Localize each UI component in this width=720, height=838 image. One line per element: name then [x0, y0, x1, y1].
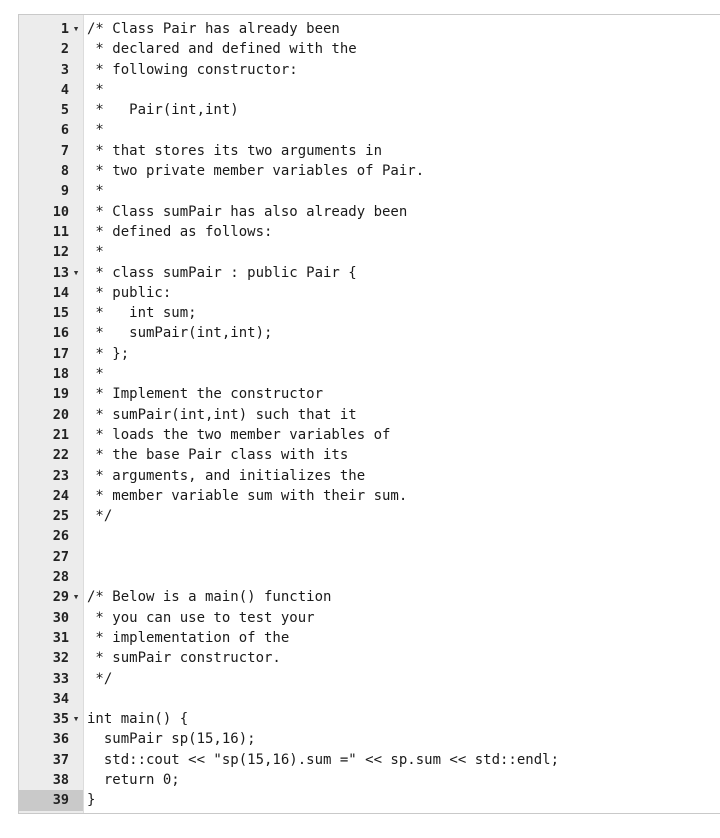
code-line[interactable]: [19, 770, 720, 790]
line-number: 25: [52, 508, 69, 525]
code-line[interactable]: [19, 242, 720, 262]
code-line[interactable]: [19, 364, 720, 384]
line-number: 22: [52, 447, 69, 464]
line-number: 24: [52, 487, 69, 504]
line-number: 12: [52, 244, 69, 261]
code-line[interactable]: [19, 263, 720, 283]
line-number: 39: [52, 792, 69, 809]
code-line[interactable]: [19, 344, 720, 364]
line-number: 19: [52, 386, 69, 403]
code-text[interactable]: *: [87, 122, 104, 139]
code-line[interactable]: [19, 323, 720, 343]
code-text[interactable]: * sumPair(int,int) such that it: [87, 406, 357, 423]
code-line[interactable]: [19, 547, 720, 567]
line-number: 16: [52, 325, 69, 342]
code-text[interactable]: * int sum;: [87, 305, 197, 322]
line-number: 34: [52, 690, 69, 707]
code-line[interactable]: [19, 60, 720, 80]
line-number: 2: [60, 41, 69, 58]
code-line[interactable]: [19, 181, 720, 201]
code-text[interactable]: */: [87, 508, 113, 525]
line-number: 14: [52, 284, 69, 301]
code-text[interactable]: sumPair sp(15,16);: [87, 731, 256, 748]
code-text[interactable]: }: [87, 792, 96, 809]
code-line[interactable]: [19, 39, 720, 59]
code-text[interactable]: * you can use to test your: [87, 609, 315, 626]
line-number: 32: [52, 650, 69, 667]
fold-toggle-icon[interactable]: ▾: [72, 590, 80, 604]
code-text[interactable]: * that stores its two arguments in: [87, 142, 383, 159]
code-line[interactable]: [19, 466, 720, 486]
code-text[interactable]: * implementation of the: [87, 629, 290, 646]
code-text[interactable]: */: [87, 670, 113, 687]
code-lines[interactable]: [19, 19, 720, 811]
code-text[interactable]: * two private member variables of Pair.: [87, 163, 425, 180]
line-number: 9: [60, 183, 69, 200]
line-number: 28: [52, 569, 69, 586]
code-line[interactable]: [19, 587, 720, 607]
code-text[interactable]: * defined as follows:: [87, 223, 273, 240]
code-text[interactable]: * sumPair(int,int);: [87, 325, 273, 342]
line-number: 3: [60, 61, 69, 78]
fold-toggle-icon[interactable]: ▾: [72, 712, 80, 726]
code-line[interactable]: [19, 100, 720, 120]
code-text[interactable]: * public:: [87, 284, 172, 301]
code-text[interactable]: * Implement the constructor: [87, 386, 324, 403]
line-number: 5: [60, 102, 69, 119]
line-number: 35: [52, 711, 69, 728]
code-text[interactable]: *: [87, 183, 104, 200]
code-line[interactable]: [19, 405, 720, 425]
code-text[interactable]: * Class sumPair has also already been: [87, 203, 408, 220]
line-number: 38: [52, 771, 69, 788]
line-number: 6: [60, 122, 69, 139]
line-number: 10: [52, 203, 69, 220]
code-text[interactable]: * loads the two member variables of: [87, 426, 391, 443]
code-text[interactable]: * };: [87, 345, 130, 362]
code-line[interactable]: [19, 506, 720, 526]
line-number: 15: [52, 305, 69, 322]
line-number: 11: [52, 223, 69, 240]
line-number: 17: [52, 345, 69, 362]
code-line[interactable]: [19, 790, 720, 810]
code-text[interactable]: *: [87, 366, 104, 383]
code-line[interactable]: [19, 202, 720, 222]
line-number: 8: [60, 163, 69, 180]
code-line[interactable]: [19, 750, 720, 770]
code-line[interactable]: [19, 608, 720, 628]
code-line[interactable]: [19, 689, 720, 709]
fold-toggle-icon[interactable]: ▾: [72, 22, 80, 35]
line-number: 29: [52, 589, 69, 606]
code-text[interactable]: int main() {: [87, 711, 189, 728]
fold-toggle-icon[interactable]: ▾: [72, 265, 80, 279]
code-line[interactable]: [19, 526, 720, 546]
line-number: 1: [60, 21, 69, 37]
code-line[interactable]: [19, 222, 720, 242]
code-line[interactable]: [19, 709, 720, 729]
code-line[interactable]: [19, 567, 720, 587]
code-line[interactable]: [19, 445, 720, 465]
line-number: 33: [52, 670, 69, 687]
code-line[interactable]: [19, 141, 720, 161]
code-text[interactable]: * arguments, and initializes the: [87, 467, 366, 484]
line-number: 7: [60, 142, 69, 159]
line-number: 36: [52, 731, 69, 748]
code-text[interactable]: * class sumPair : public Pair {: [87, 264, 357, 281]
code-text[interactable]: * the base Pair class with its: [87, 447, 349, 464]
code-line[interactable]: [19, 120, 720, 140]
line-number: 27: [52, 548, 69, 565]
code-line[interactable]: [19, 19, 720, 39]
line-number: 21: [52, 426, 69, 443]
line-number: 4: [60, 81, 69, 98]
line-number: 23: [52, 467, 69, 484]
code-text[interactable]: *: [87, 244, 104, 261]
line-number: 31: [52, 629, 69, 646]
code-text[interactable]: std::cout << "sp(15,16).sum =" << sp.sum << std::endl;: [87, 751, 560, 768]
code-line[interactable]: [19, 648, 720, 668]
line-number: 20: [52, 406, 69, 423]
code-text[interactable]: /* Below is a main() function: [87, 589, 332, 606]
code-line[interactable]: [19, 729, 720, 749]
code-text[interactable]: * member variable sum with their sum.: [87, 487, 408, 504]
code-editor[interactable]: [18, 14, 720, 814]
code-line[interactable]: [19, 161, 720, 181]
line-number: 13: [52, 264, 69, 281]
code-text[interactable]: * declared and defined with the: [87, 41, 357, 58]
code-line[interactable]: [19, 669, 720, 689]
code-text[interactable]: return 0;: [87, 771, 180, 788]
line-number: 26: [52, 528, 69, 545]
code-text[interactable]: /* Class Pair has already been: [87, 21, 340, 37]
code-text[interactable]: * sumPair constructor.: [87, 650, 281, 667]
code-line[interactable]: [19, 283, 720, 303]
code-line[interactable]: [19, 628, 720, 648]
code-line[interactable]: [19, 486, 720, 506]
code-line[interactable]: [19, 80, 720, 100]
line-number: 18: [52, 366, 69, 383]
code-text[interactable]: *: [87, 81, 104, 98]
line-number: 30: [52, 609, 69, 626]
code-line[interactable]: [19, 384, 720, 404]
code-line[interactable]: [19, 425, 720, 445]
line-number: 37: [52, 751, 69, 768]
code-text[interactable]: * Pair(int,int): [87, 102, 239, 119]
code-text[interactable]: * following constructor:: [87, 61, 298, 78]
code-line[interactable]: [19, 303, 720, 323]
